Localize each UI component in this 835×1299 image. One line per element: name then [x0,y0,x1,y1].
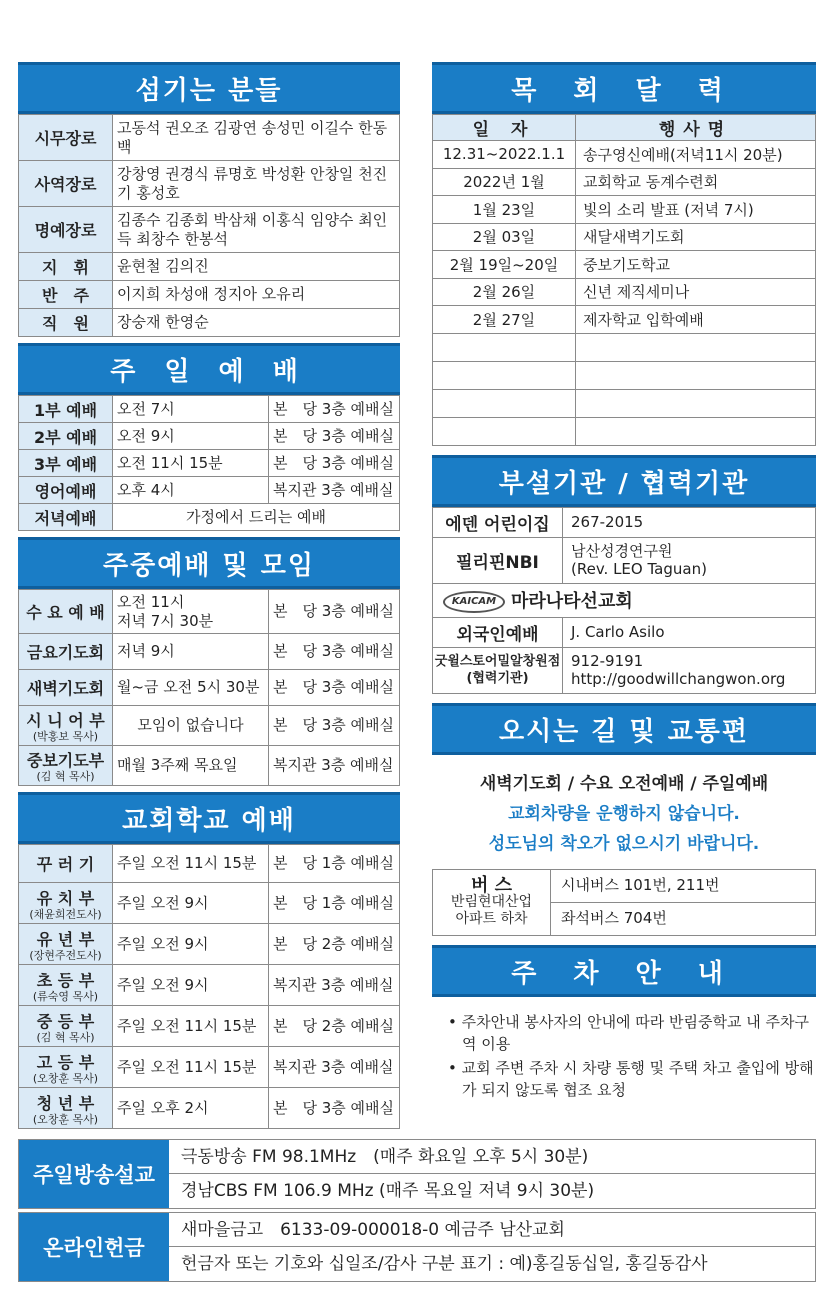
mission-row [433,583,816,617]
label-sub: (김 혁 목사) [36,1030,95,1044]
left-column [18,62,400,1129]
label-sub: (류숙영 목사) [32,989,99,1003]
org-name: 에덴 어린이집 [433,507,563,537]
broadcast-label: 주일방송설교 [19,1140,169,1208]
table-row [433,869,816,902]
directions-notice [432,755,816,869]
empty-row [433,361,816,389]
col-date-header: 일 자 [433,115,576,141]
empty-row [433,389,816,417]
bus-label-cell [433,869,551,935]
directions-line1: 새벽기도회 / 수요 오전예배 / 주일예배 [479,773,769,794]
table-row [19,504,400,531]
row-time: 오후 4시 [113,477,269,504]
offering-label: 온라인헌금 [19,1213,169,1281]
row-place: 본 당 3층 예배실 [269,634,400,670]
label-text: 초 등 부 [36,970,95,990]
row-place: 본 당 3층 예배실 [269,450,400,477]
table-row [19,115,400,161]
row-place: 본 당 3층 예배실 [269,396,400,423]
row-place: 복지관 3층 예배실 [269,746,400,786]
table-row [433,617,816,647]
broadcast-line: 경남CBS FM 106.9 MHz (매주 목요일 저녁 9시 30분) [181,1181,595,1201]
table-row [19,396,400,423]
label-text: 시 니 어 부 [26,711,105,730]
row-label [19,590,113,634]
sunday-title: 주 일 예 배 [18,343,400,395]
row-time: 매월 3주째 목요일 [113,746,269,786]
event-date: 2월 27일 [433,306,576,334]
row-label: 금요기도회 [19,634,113,670]
row-place: 본 당 3층 예배실 [269,1088,400,1129]
row-label: 2부 예배 [19,423,113,450]
row-label: 명예장로 [19,207,113,253]
table-row [19,450,400,477]
row-label [19,706,113,746]
row-label [19,965,113,1006]
empty-row [433,333,816,361]
row-place: 복지관 3층 예배실 [269,1047,400,1088]
col-event-header: 행사명 [576,115,816,141]
row-label [19,924,113,965]
row-place: 본 당 3층 예배실 [269,423,400,450]
row-label [19,746,113,786]
school-table [18,844,400,1129]
table-row [433,537,816,583]
table-row [19,161,400,207]
weekday-title: 주중예배 및 모임 [18,537,400,589]
row-place: 본 당 1층 예배실 [269,845,400,883]
label-sub: (장현주전도사) [29,948,102,962]
directions-title: 오시는 길 및 교통편 [432,703,816,755]
row-value: 이지희 차성애 정지아 오유리 [113,281,400,309]
row-place: 본 당 1층 예배실 [269,883,400,924]
org-value: 912-9191 http://goodwillchangwon.org [563,647,816,693]
table-row [19,477,400,504]
sunday-table [18,395,400,531]
table-row [433,223,816,251]
row-label: 새벽기도회 [19,670,113,706]
org-value: J. Carlo Asilo [563,617,816,647]
table-row [19,634,400,670]
list-item: • 주차안내 봉사자의 안내에 따라 반림중학교 내 주차구역 이용 [448,1012,810,1053]
label-text: 유 치 부 [36,888,95,908]
table-row [433,507,816,537]
kaicam-logo-icon: KAICAM [443,591,505,613]
bus-stop: 반림현대산업 아파트 하차 [450,893,533,927]
row-label: 1부 예배 [19,396,113,423]
org-value: 267-2015 [563,507,816,537]
broadcast-box [18,1139,816,1209]
table-row [19,207,400,253]
row-time: 주일 오전 9시 [113,924,269,965]
row-value: 장숭재 한영순 [113,309,400,337]
row-value: 강창영 권경식 류명호 박성환 안창일 천진기 홍성호 [113,161,400,207]
table-row [19,845,400,883]
row-label: 지 휘 [19,253,113,281]
label-sub: (오창훈 목사) [32,1071,99,1085]
table-row [19,670,400,706]
label-sub: (채윤희전도사) [29,907,102,921]
row-place: 본 당 2층 예배실 [269,924,400,965]
table-row [19,746,400,786]
row-label: 반 주 [19,281,113,309]
row-label: 사역장로 [19,161,113,207]
org-value: 남산성경연구원 (Rev. LEO Taguan) [563,537,816,583]
row-value: 윤현철 김의진 [113,253,400,281]
row-time: 오전 9시 [113,423,269,450]
mission-name: 마라나타선교회 [511,591,633,612]
event-name: 중보기도학교 [576,251,816,279]
event-name: 송구영신예배(저녁11시 20분) [576,141,816,169]
row-time: 주일 오전 11시 15분 [113,845,269,883]
event-date: 1월 23일 [433,196,576,224]
table-row [19,1047,400,1088]
label-text: 중 등 부 [36,1011,95,1031]
label-sub: (박홍보 목사) [32,730,99,743]
list-item: • 교회 주변 주차 시 차량 통행 및 주택 차고 출입에 방해가 되지 않도록 협조 요청 [448,1058,814,1099]
row-time: 주일 오전 9시 [113,965,269,1006]
right-column [432,62,816,1103]
org-name: 필리핀NBI [433,537,563,583]
row-place: 본 당 3층 예배실 [269,706,400,746]
table-row [19,590,400,634]
table-header [433,115,816,141]
table-row [19,253,400,281]
parking-list [432,997,816,1101]
directions-line2: 교회차량을 운행하지 않습니다. [508,803,740,824]
event-name: 제자학교 입학예배 [576,306,816,334]
table-row [19,706,400,746]
broadcast-line: 극동방송 FM 98.1MHz (매주 화요일 오후 5시 30분) [169,1140,815,1174]
table-row [433,306,816,334]
table-row [19,423,400,450]
row-time: 주일 오후 2시 [113,1088,269,1129]
row-time: 주일 오전 9시 [113,883,269,924]
bus-line: 좌석버스 704번 [551,902,816,935]
event-date: 2월 03일 [433,223,576,251]
table-row [433,251,816,279]
table-row [19,309,400,337]
row-value: 고동석 권오조 김광연 송성민 이길수 한동백 [113,115,400,161]
directions-line3: 성도님의 착오가 없으시기 바랍니다. [488,833,760,854]
label-text: 유 년 부 [36,929,95,949]
partners-title: 부설기관 / 협력기관 [432,455,816,507]
table-row [19,924,400,965]
table-row [433,647,816,693]
row-label: 영어예배 [19,477,113,504]
table-row [433,168,816,196]
event-date: 12.31~2022.1.1 [433,141,576,169]
org-name: 굿윌스토어밀알창원점 (협력기관) [433,647,563,693]
row-time: 저녁 9시 [113,634,269,670]
label-text: 중보기도부 [26,751,105,770]
partners-table [432,507,816,694]
row-label: 저녁예배 [19,504,113,531]
table-row [19,883,400,924]
offering-box [18,1212,816,1282]
row-value: 가정에서 드리는 예배 [113,504,400,531]
event-name: 신년 제직세미나 [576,278,816,306]
bus-table [432,869,816,936]
table-row [433,141,816,169]
event-date: 2월 26일 [433,278,576,306]
row-time: 월~금 오전 5시 30분 [113,670,269,706]
row-place: 복지관 3층 예배실 [269,965,400,1006]
row-time: 오전 11시 15분 [113,450,269,477]
row-time: 오전 7시 [113,396,269,423]
parking-title: 주 차 안 내 [432,945,816,997]
row-label: 3부 예배 [19,450,113,477]
calendar-title: 목 회 달 력 [432,62,816,114]
row-label: 시무장로 [19,115,113,161]
table-row [19,965,400,1006]
row-time: 주일 오전 11시 15분 [113,1047,269,1088]
row-time: 모임이 없습니다 [113,706,269,746]
row-label: 꾸 러 기 [19,845,113,883]
row-label [19,1006,113,1047]
servers-title: 섬기는 분들 [18,62,400,114]
row-value: 김종수 김종회 박삼채 이홍식 임양수 최인득 최창수 한봉석 [113,207,400,253]
row-time: 오전 11시 저녁 7시 30분 [113,590,269,634]
row-label [19,1088,113,1129]
table-row [19,281,400,309]
label-sub: (오창훈 목사) [32,1112,99,1126]
label-sub: (김 혁 목사) [36,770,95,783]
bus-line: 시내버스 101번, 211번 [551,869,816,902]
table-row [19,1006,400,1047]
row-time: 주일 오전 11시 15분 [113,1006,269,1047]
weekday-table [18,589,400,786]
label-text: 수 요 예 배 [26,603,105,622]
row-place: 본 당 3층 예배실 [269,590,400,634]
org-name: 외국인예배 [433,617,563,647]
calendar-table [432,114,816,446]
event-name: 교회학교 동계수련회 [576,168,816,196]
offering-note: 헌금자 또는 기호와 십일조/감사 구분 표기 : 예)홍길동십일, 홍길동감사 [181,1254,708,1274]
offering-account: 새마을금고 6133-09-000018-0 예금주 남산교회 [169,1213,815,1247]
event-name: 새달새벽기도회 [576,223,816,251]
row-place: 복지관 3층 예배실 [269,477,400,504]
row-label: 직 원 [19,309,113,337]
row-label [19,1047,113,1088]
event-date: 2월 19일~20일 [433,251,576,279]
bus-label: 버 스 [470,874,513,896]
table-row [19,1088,400,1129]
event-date: 2022년 1월 [433,168,576,196]
label-text: 청 년 부 [36,1093,95,1113]
label-text: 고 등 부 [36,1052,95,1072]
empty-row [433,417,816,445]
school-title: 교회학교 예배 [18,792,400,844]
event-name: 빛의 소리 발표 (저녁 7시) [576,196,816,224]
row-place: 본 당 3층 예배실 [269,670,400,706]
servers-table [18,114,400,337]
table-row [433,278,816,306]
row-place: 본 당 2층 예배실 [269,1006,400,1047]
table-row [433,196,816,224]
table-row [433,583,816,617]
row-label [19,883,113,924]
